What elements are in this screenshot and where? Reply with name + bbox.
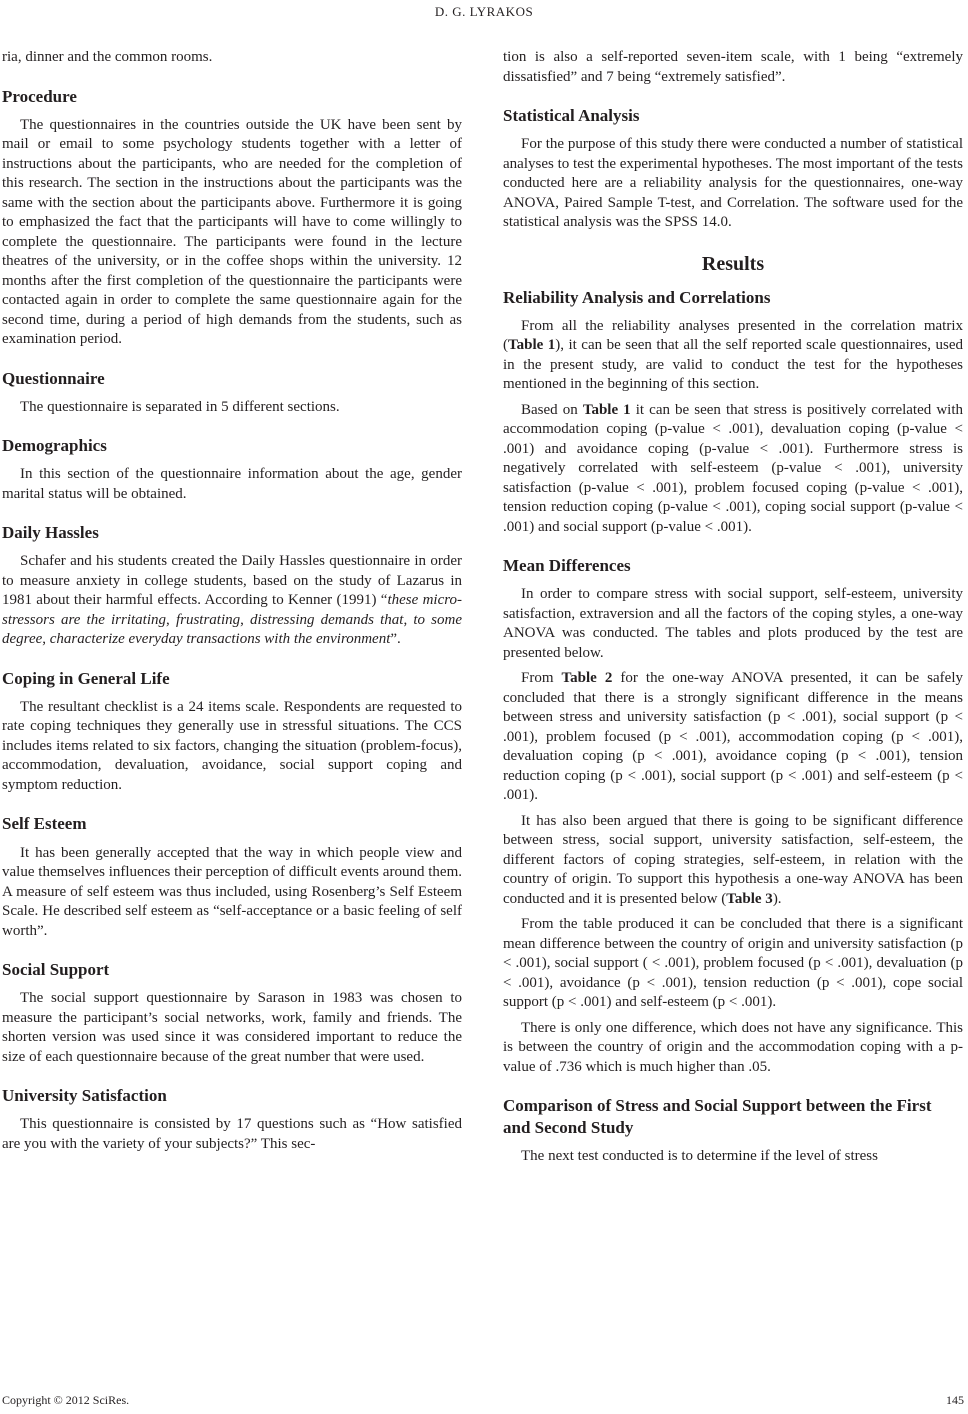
coping-heading: Coping in General Life <box>2 668 170 688</box>
quote-fragment: frustrating <box>175 611 241 628</box>
left-column <box>2 48 462 1154</box>
running-header: D. G. LYRAKOS <box>434 4 534 19</box>
text-run: From all the reliability analyses presented in the correlation matrix ( <box>503 317 963 354</box>
footer-copyright: Copyright © 2012 SciRes. <box>2 1393 130 1407</box>
reliability-paragraph-2 <box>503 401 963 538</box>
comparison-heading: Comparison of Stress and Social Support between the First and Second Study <box>503 1096 932 1138</box>
mean-differences-paragraph-3 <box>503 812 963 910</box>
procedure-heading: Procedure <box>2 86 77 106</box>
table-reference: Table 1 <box>582 401 631 418</box>
university-satisfaction-heading: University Satisfaction <box>2 1086 167 1106</box>
text-run: ), it can be seen that all the self reported scale questionnaires, used in the present study, are valid to conduct the test for the hypotheses mentioned in the beginning of this section. <box>503 337 963 393</box>
self-esteem-text: It has been generally accepted that the way in which people view and value themselves influences their perception of difficult events around them. A measure of self esteem was thus included, using Rosenberg’s Self Esteem Scale. He described self esteem as “self-acceptance or a basic feeling of self worth”. <box>2 844 462 939</box>
questionnaire-text: The questionnaire is separated in 5 different sections. <box>20 398 340 415</box>
quote-fragment: characterize everyday transactions with the environment <box>49 631 391 648</box>
quote-end: ”. <box>390 631 401 648</box>
demographics-text: In this section of the questionnaire information about the age, gender marital status will be obtained. <box>2 466 462 502</box>
daily-hassles-text-main: Schafer and his students created the Daily Hassles questionnaire in order to measure anxiety in college students, based on the study of Lazarus in 1981 about their harmful effects. According to Kenner (1991) “ <box>2 553 462 609</box>
quote-fragment: these micro-stressors are the irritating <box>2 592 462 628</box>
separator: , <box>42 631 50 648</box>
intro-line: ria, dinner and the common rooms. <box>2 49 213 65</box>
procedure-text: The questionnaires in the countries outside the UK have been sent by mail or email to some psychology students together with a letter of instructions about the participants, who are needed for the completion of this research. The section in the instructions about the participants was the same with the section about the participants above. Furthermore it is going to emphasized the fact that the participants will have to come willingly to complete the questionnaire. The participants were found in the lecture theatres of the university, or in the coffee shops within the university. 12 months after the first completion of the questionnaire the participants were contacted again in order to complete the same questionnaire again for the second time, during a period of high demands from the students, such as examination period. <box>2 116 462 348</box>
footer-page-number: 145 <box>946 1393 964 1407</box>
mean-differences-paragraph-5: There is only one difference, which does not have any significance. This is between the country of origin and the accommodation coping with a p-value of .736 which is much higher than .05. <box>503 1019 963 1075</box>
mean-differences-paragraph-2 <box>503 669 963 806</box>
questionnaire-heading: Questionnaire <box>2 368 105 388</box>
comparison-text: The next test conducted is to determine if the level of stress <box>521 1148 878 1165</box>
right-column <box>503 48 963 1167</box>
results-heading: Results <box>701 252 765 275</box>
mean-differences-heading: Mean Differences <box>503 556 631 576</box>
reliability-paragraph-1 <box>503 317 963 395</box>
table-reference: Table 3 <box>726 890 773 907</box>
continued-text: tion is also a self-reported seven-item scale, with 1 being “extremely dissatisfied” and 7 being “extremely satisfied”. <box>503 49 963 85</box>
mean-differences-paragraph-4: From the table produced it can be concluded that there is a significant mean difference between the country of origin and university satisfaction (p < .001), social support ( < .001), problem focused (p < .001), devaluation (p < .001), avoidance (p < .001), tension reduction (p < .001), cope social support (p < .001) and self-esteem (p < .001). <box>503 916 963 1011</box>
separator: , <box>166 611 176 628</box>
reliability-heading: Reliability Analysis and Correlations <box>503 287 771 307</box>
text-run: for the one-way ANOVA presented, it can be safely concluded that there is a strongly significant difference in the means between stress and university satisfaction (p < .001), social support (p < .001), problem focused (p < .001), accommodation coping (p < .001), devaluation coping (p < .001), avoidance coping (p < .001), tension reduction coping (p < .001), social support (p < .001) and self-esteem (p < .001). <box>503 670 963 804</box>
demographics-heading: Demographics <box>2 436 107 456</box>
quote-fragment: to some degree <box>2 611 463 648</box>
coping-text: The resultant checklist is a 24 items scale. Respondents are requested to rate coping techniques they generally use in stressful situations. The CCS includes items related to six factors, changing the situation (problem-focus), accommodation, devaluation, avoidance, social support coping and symptom reduction. <box>2 698 462 793</box>
university-satisfaction-text: This questionnaire is consisted by 17 questions such as “How satisfied are you with the variety of your subjects?” This sec- <box>2 1116 462 1152</box>
text-run: ). <box>772 890 782 907</box>
mean-differences-paragraph-1: In order to compare stress with social support, self-esteem, university satisfaction, extraversion and all the factors of the coping styles, a one-way ANOVA was conducted. The tables and plots produced by the test are presented below. <box>503 586 963 661</box>
social-support-heading: Social Support <box>2 960 110 980</box>
statistical-analysis-heading: Statistical Analysis <box>503 106 640 125</box>
text-run: It has also been argued that there is going to be significant difference between stress, social support, university satisfaction, self-esteem, the different factors of coping strategies, self-esteem, in relation with the country of origin. To support this hypothesis a one-way ANOVA has been conducted and it is presented below ( <box>503 812 963 907</box>
social-support-text: The social support questionnaire by Sarason in 1983 was chosen to measure the participant’s social networks, work, family and friends. The shorten version was used since it was considered important to reduce the size of each questionnaire because of the great number that were used. <box>2 990 462 1065</box>
text-run: From <box>521 670 562 687</box>
self-esteem-heading: Self Esteem <box>2 814 87 834</box>
daily-hassles-text <box>2 552 462 650</box>
separator: , <box>403 611 414 628</box>
daily-hassles-heading: Daily Hassles <box>2 523 99 543</box>
text-run: Based on <box>521 401 583 418</box>
table-reference: Table 2 <box>561 670 613 687</box>
quote-fragment: distressing demands that <box>250 611 404 628</box>
text-run: it can be seen that stress is positively correlated with accommodation coping (p-value < .001), devaluation coping (p-value < .001) and avoidance coping (p-value < .001). Furthermore stress is negatively correlated with self-esteem (p-value < .001), university satisfaction (p-value < .001), problem focused coping (p-value < .001), tension reduction coping (p-value < .001), coping social support (p-value < .001) and social support (p-value < .001). <box>503 401 963 535</box>
statistical-analysis-text: For the purpose of this study there were conducted a number of statistical analyses to test the experimental hypotheses. The most important of the tests conducted here are a reliability analysis for the questionnaires, one-way ANOVA, Paired Sample T-test, and Correlation. The software used for the statistical analysis was the SPSS 14.0. <box>503 136 963 231</box>
separator: , <box>240 611 251 628</box>
table-reference: Table 1 <box>508 337 556 354</box>
